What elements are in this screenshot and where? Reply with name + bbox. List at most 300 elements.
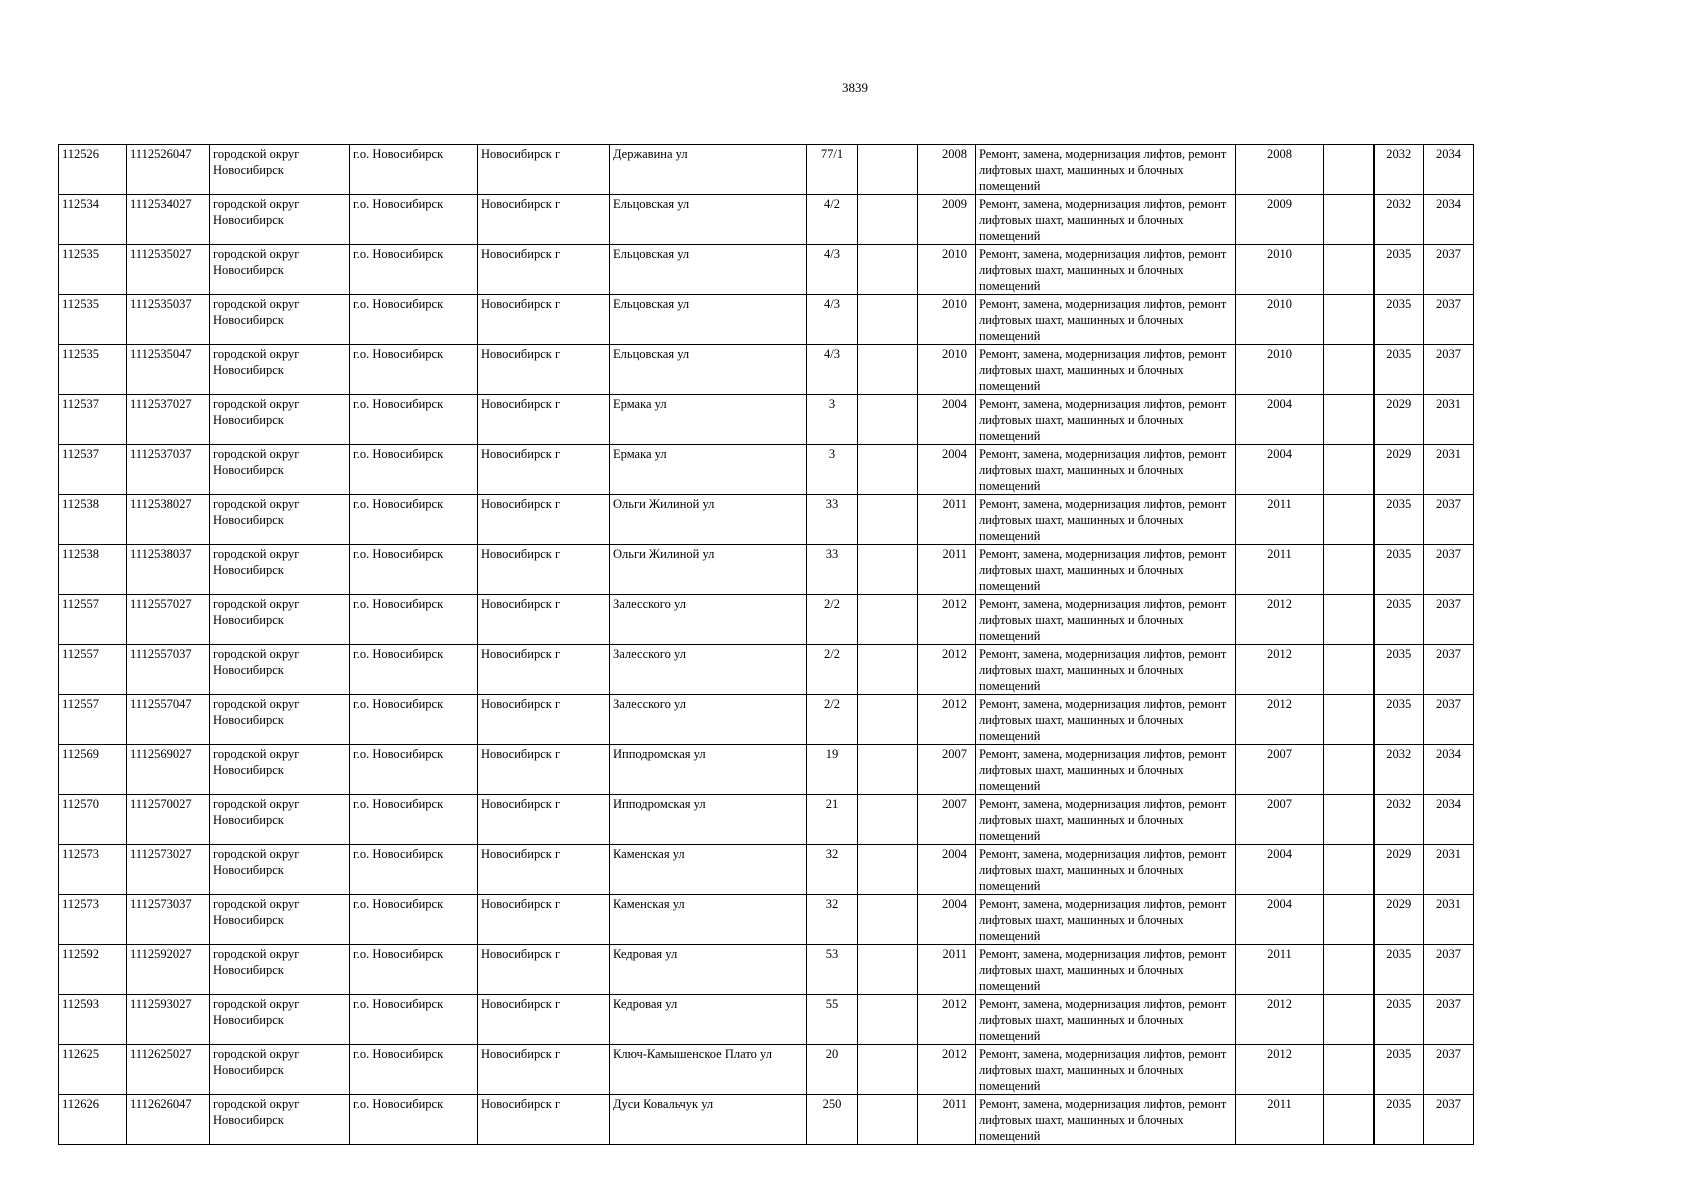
cell-id: 112557 xyxy=(59,595,127,645)
cell-work: Ремонт, замена, модернизация лифтов, ремонт лифтовых шахт, машинных и блочных помещений xyxy=(976,945,1236,995)
cell-code: 1112592027 xyxy=(127,945,210,995)
cell-work: Ремонт, замена, модернизация лифтов, ремонт лифтовых шахт, машинных и блочных помещений xyxy=(976,995,1236,1045)
cell-district: г.о. Новосибирск xyxy=(350,645,478,695)
cell-from: 2035 xyxy=(1374,295,1424,345)
cell-year2: 2004 xyxy=(1236,845,1324,895)
table-row xyxy=(59,195,1474,245)
cell-from: 2035 xyxy=(1374,995,1424,1045)
cell-blank xyxy=(1324,445,1374,495)
table-row xyxy=(59,1095,1474,1145)
cell-blank xyxy=(1324,345,1374,395)
page-number: 3839 xyxy=(842,80,868,95)
cell-work: Ремонт, замена, модернизация лифтов, ремонт лифтовых шахт, машинных и блочных помещений xyxy=(976,1095,1236,1145)
cell-city: Новосибирск г xyxy=(478,845,610,895)
cell-house: 33 xyxy=(807,495,858,545)
cell-to: 2034 xyxy=(1424,745,1474,795)
cell-street: Дуси Ковальчук ул xyxy=(610,1095,807,1145)
cell-house: 77/1 xyxy=(807,145,858,195)
cell-district: г.о. Новосибирск xyxy=(350,195,478,245)
cell-year: 2007 xyxy=(918,795,976,845)
cell-to: 2037 xyxy=(1424,695,1474,745)
cell-house: 21 xyxy=(807,795,858,845)
cell-code: 1112573027 xyxy=(127,845,210,895)
cell-city: Новосибирск г xyxy=(478,645,610,695)
cell-blank xyxy=(1324,145,1374,195)
cell-municipality: городской округ Новосибирск xyxy=(210,845,350,895)
cell-extra xyxy=(858,495,918,545)
cell-from: 2029 xyxy=(1374,445,1424,495)
cell-from: 2029 xyxy=(1374,395,1424,445)
cell-house: 4/3 xyxy=(807,345,858,395)
cell-street: Ипподромская ул xyxy=(610,795,807,845)
cell-blank xyxy=(1324,395,1374,445)
cell-street: Ельцовская ул xyxy=(610,245,807,295)
cell-to: 2037 xyxy=(1424,545,1474,595)
table-row xyxy=(59,595,1474,645)
cell-street: Ключ-Камышенское Плато ул xyxy=(610,1045,807,1095)
cell-id: 112625 xyxy=(59,1045,127,1095)
cell-street: Залесского ул xyxy=(610,645,807,695)
cell-code: 1112538027 xyxy=(127,495,210,545)
cell-year: 2011 xyxy=(918,545,976,595)
table-row xyxy=(59,645,1474,695)
cell-id: 112535 xyxy=(59,345,127,395)
cell-blank xyxy=(1324,795,1374,845)
cell-year: 2010 xyxy=(918,245,976,295)
cell-from: 2032 xyxy=(1374,145,1424,195)
cell-blank xyxy=(1324,645,1374,695)
cell-id: 112538 xyxy=(59,495,127,545)
cell-blank xyxy=(1324,595,1374,645)
cell-district: г.о. Новосибирск xyxy=(350,895,478,945)
cell-municipality: городской округ Новосибирск xyxy=(210,345,350,395)
cell-house: 250 xyxy=(807,1095,858,1145)
cell-city: Новосибирск г xyxy=(478,945,610,995)
cell-extra xyxy=(858,245,918,295)
cell-code: 1112537027 xyxy=(127,395,210,445)
cell-work: Ремонт, замена, модернизация лифтов, ремонт лифтовых шахт, машинных и блочных помещений xyxy=(976,745,1236,795)
cell-extra xyxy=(858,345,918,395)
cell-blank xyxy=(1324,845,1374,895)
cell-year: 2012 xyxy=(918,995,976,1045)
cell-to: 2037 xyxy=(1424,1095,1474,1145)
table-row xyxy=(59,345,1474,395)
cell-year: 2010 xyxy=(918,295,976,345)
cell-id: 112526 xyxy=(59,145,127,195)
cell-municipality: городской округ Новосибирск xyxy=(210,245,350,295)
cell-blank xyxy=(1324,695,1374,745)
cell-street: Ельцовская ул xyxy=(610,295,807,345)
cell-street: Кедровая ул xyxy=(610,995,807,1045)
cell-extra xyxy=(858,295,918,345)
cell-district: г.о. Новосибирск xyxy=(350,695,478,745)
cell-from: 2035 xyxy=(1374,495,1424,545)
cell-id: 112569 xyxy=(59,745,127,795)
cell-house: 3 xyxy=(807,445,858,495)
cell-blank xyxy=(1324,295,1374,345)
cell-work: Ремонт, замена, модернизация лифтов, ремонт лифтовых шахт, машинных и блочных помещений xyxy=(976,345,1236,395)
cell-to: 2037 xyxy=(1424,1045,1474,1095)
cell-code: 1112626047 xyxy=(127,1095,210,1145)
cell-work: Ремонт, замена, модернизация лифтов, ремонт лифтовых шахт, машинных и блочных помещений xyxy=(976,545,1236,595)
cell-code: 1112593027 xyxy=(127,995,210,1045)
cell-district: г.о. Новосибирск xyxy=(350,245,478,295)
cell-house: 55 xyxy=(807,995,858,1045)
cell-district: г.о. Новосибирск xyxy=(350,845,478,895)
cell-from: 2032 xyxy=(1374,745,1424,795)
cell-house: 2/2 xyxy=(807,645,858,695)
cell-city: Новосибирск г xyxy=(478,995,610,1045)
cell-street: Ельцовская ул xyxy=(610,195,807,245)
cell-code: 1112535027 xyxy=(127,245,210,295)
cell-district: г.о. Новосибирск xyxy=(350,395,478,445)
cell-city: Новосибирск г xyxy=(478,245,610,295)
cell-year2: 2012 xyxy=(1236,595,1324,645)
cell-to: 2037 xyxy=(1424,495,1474,545)
cell-year: 2012 xyxy=(918,1045,976,1095)
cell-year2: 2012 xyxy=(1236,995,1324,1045)
cell-from: 2035 xyxy=(1374,1095,1424,1145)
cell-from: 2029 xyxy=(1374,895,1424,945)
cell-year: 2009 xyxy=(918,195,976,245)
cell-street: Залесского ул xyxy=(610,695,807,745)
cell-year2: 2004 xyxy=(1236,895,1324,945)
table-row xyxy=(59,245,1474,295)
cell-work: Ремонт, замена, модернизация лифтов, ремонт лифтовых шахт, машинных и блочных помещений xyxy=(976,595,1236,645)
cell-blank xyxy=(1324,995,1374,1045)
cell-district: г.о. Новосибирск xyxy=(350,495,478,545)
cell-city: Новосибирск г xyxy=(478,145,610,195)
cell-year: 2012 xyxy=(918,645,976,695)
cell-extra xyxy=(858,645,918,695)
cell-year2: 2004 xyxy=(1236,445,1324,495)
cell-city: Новосибирск г xyxy=(478,495,610,545)
cell-year: 2004 xyxy=(918,445,976,495)
cell-district: г.о. Новосибирск xyxy=(350,545,478,595)
cell-year2: 2011 xyxy=(1236,1095,1324,1145)
cell-extra xyxy=(858,745,918,795)
cell-extra xyxy=(858,145,918,195)
cell-from: 2035 xyxy=(1374,695,1424,745)
cell-blank xyxy=(1324,945,1374,995)
cell-from: 2035 xyxy=(1374,945,1424,995)
cell-from: 2029 xyxy=(1374,845,1424,895)
cell-blank xyxy=(1324,895,1374,945)
cell-municipality: городской округ Новосибирск xyxy=(210,945,350,995)
cell-year2: 2012 xyxy=(1236,695,1324,745)
cell-to: 2037 xyxy=(1424,245,1474,295)
cell-code: 1112573037 xyxy=(127,895,210,945)
cell-from: 2035 xyxy=(1374,545,1424,595)
cell-extra xyxy=(858,545,918,595)
cell-to: 2034 xyxy=(1424,145,1474,195)
cell-year2: 2011 xyxy=(1236,545,1324,595)
table-row xyxy=(59,895,1474,945)
cell-code: 1112526047 xyxy=(127,145,210,195)
cell-work: Ремонт, замена, модернизация лифтов, ремонт лифтовых шахт, машинных и блочных помещений xyxy=(976,245,1236,295)
cell-municipality: городской округ Новосибирск xyxy=(210,1095,350,1145)
cell-district: г.о. Новосибирск xyxy=(350,745,478,795)
cell-extra xyxy=(858,595,918,645)
cell-city: Новосибирск г xyxy=(478,195,610,245)
cell-street: Каменская ул xyxy=(610,845,807,895)
cell-to: 2037 xyxy=(1424,345,1474,395)
cell-work: Ремонт, замена, модернизация лифтов, ремонт лифтовых шахт, машинных и блочных помещений xyxy=(976,845,1236,895)
cell-to: 2037 xyxy=(1424,295,1474,345)
table-row xyxy=(59,695,1474,745)
cell-district: г.о. Новосибирск xyxy=(350,295,478,345)
cell-house: 4/3 xyxy=(807,245,858,295)
cell-city: Новосибирск г xyxy=(478,745,610,795)
cell-work: Ремонт, замена, модернизация лифтов, ремонт лифтовых шахт, машинных и блочных помещений xyxy=(976,445,1236,495)
cell-extra xyxy=(858,795,918,845)
cell-street: Кедровая ул xyxy=(610,945,807,995)
cell-year2: 2012 xyxy=(1236,645,1324,695)
cell-city: Новосибирск г xyxy=(478,1045,610,1095)
cell-code: 1112569027 xyxy=(127,745,210,795)
cell-district: г.о. Новосибирск xyxy=(350,1045,478,1095)
table-row xyxy=(59,545,1474,595)
cell-city: Новосибирск г xyxy=(478,395,610,445)
cell-house: 2/2 xyxy=(807,595,858,645)
cell-id: 112592 xyxy=(59,945,127,995)
cell-district: г.о. Новосибирск xyxy=(350,145,478,195)
cell-work: Ремонт, замена, модернизация лифтов, ремонт лифтовых шахт, машинных и блочных помещений xyxy=(976,195,1236,245)
cell-city: Новосибирск г xyxy=(478,895,610,945)
cell-code: 1112534027 xyxy=(127,195,210,245)
cell-code: 1112557047 xyxy=(127,695,210,745)
cell-blank xyxy=(1324,245,1374,295)
cell-municipality: городской округ Новосибирск xyxy=(210,145,350,195)
cell-city: Новосибирск г xyxy=(478,595,610,645)
cell-house: 32 xyxy=(807,845,858,895)
cell-id: 112626 xyxy=(59,1095,127,1145)
table-row xyxy=(59,945,1474,995)
cell-house: 4/3 xyxy=(807,295,858,345)
cell-year: 2010 xyxy=(918,345,976,395)
cell-year: 2004 xyxy=(918,395,976,445)
cell-municipality: городской округ Новосибирск xyxy=(210,395,350,445)
cell-code: 1112537037 xyxy=(127,445,210,495)
cell-year: 2011 xyxy=(918,945,976,995)
table-body xyxy=(59,145,1474,1145)
cell-year2: 2011 xyxy=(1236,945,1324,995)
cell-to: 2037 xyxy=(1424,995,1474,1045)
lift-repair-table xyxy=(58,144,1474,1145)
cell-extra xyxy=(858,445,918,495)
cell-blank xyxy=(1324,545,1374,595)
cell-year2: 2004 xyxy=(1236,395,1324,445)
cell-municipality: городской округ Новосибирск xyxy=(210,1045,350,1095)
cell-extra xyxy=(858,895,918,945)
cell-municipality: городской округ Новосибирск xyxy=(210,695,350,745)
cell-from: 2035 xyxy=(1374,595,1424,645)
cell-work: Ремонт, замена, модернизация лифтов, ремонт лифтовых шахт, машинных и блочных помещений xyxy=(976,645,1236,695)
cell-city: Новосибирск г xyxy=(478,445,610,495)
table-row xyxy=(59,495,1474,545)
table-row xyxy=(59,745,1474,795)
cell-work: Ремонт, замена, модернизация лифтов, ремонт лифтовых шахт, машинных и блочных помещений xyxy=(976,795,1236,845)
cell-year2: 2007 xyxy=(1236,795,1324,845)
cell-year: 2007 xyxy=(918,745,976,795)
cell-year2: 2011 xyxy=(1236,495,1324,545)
cell-municipality: городской округ Новосибирск xyxy=(210,195,350,245)
cell-id: 112557 xyxy=(59,645,127,695)
cell-work: Ремонт, замена, модернизация лифтов, ремонт лифтовых шахт, машинных и блочных помещений xyxy=(976,295,1236,345)
cell-extra xyxy=(858,845,918,895)
cell-id: 112573 xyxy=(59,845,127,895)
cell-district: г.о. Новосибирск xyxy=(350,995,478,1045)
cell-house: 19 xyxy=(807,745,858,795)
cell-year2: 2010 xyxy=(1236,345,1324,395)
cell-extra xyxy=(858,695,918,745)
cell-municipality: городской округ Новосибирск xyxy=(210,995,350,1045)
cell-code: 1112625027 xyxy=(127,1045,210,1095)
cell-blank xyxy=(1324,495,1374,545)
cell-municipality: городской округ Новосибирск xyxy=(210,545,350,595)
cell-street: Ермака ул xyxy=(610,445,807,495)
cell-year2: 2012 xyxy=(1236,1045,1324,1095)
cell-to: 2037 xyxy=(1424,595,1474,645)
cell-municipality: городской округ Новосибирск xyxy=(210,445,350,495)
cell-city: Новосибирск г xyxy=(478,295,610,345)
cell-to: 2037 xyxy=(1424,945,1474,995)
cell-municipality: городской округ Новосибирск xyxy=(210,645,350,695)
cell-work: Ремонт, замена, модернизация лифтов, ремонт лифтовых шахт, машинных и блочных помещений xyxy=(976,895,1236,945)
cell-street: Ермака ул xyxy=(610,395,807,445)
cell-work: Ремонт, замена, модернизация лифтов, ремонт лифтовых шахт, машинных и блочных помещений xyxy=(976,1045,1236,1095)
cell-street: Ольги Жилиной ул xyxy=(610,545,807,595)
cell-municipality: городской округ Новосибирск xyxy=(210,895,350,945)
cell-to: 2031 xyxy=(1424,845,1474,895)
cell-house: 33 xyxy=(807,545,858,595)
cell-blank xyxy=(1324,195,1374,245)
cell-id: 112537 xyxy=(59,445,127,495)
cell-municipality: городской округ Новосибирск xyxy=(210,495,350,545)
table-row xyxy=(59,995,1474,1045)
table-row xyxy=(59,445,1474,495)
cell-street: Державина ул xyxy=(610,145,807,195)
cell-city: Новосибирск г xyxy=(478,345,610,395)
cell-code: 1112557027 xyxy=(127,595,210,645)
cell-year: 2004 xyxy=(918,845,976,895)
cell-street: Ельцовская ул xyxy=(610,345,807,395)
cell-extra xyxy=(858,195,918,245)
cell-district: г.о. Новосибирск xyxy=(350,795,478,845)
cell-year: 2012 xyxy=(918,595,976,645)
cell-blank xyxy=(1324,745,1374,795)
cell-from: 2035 xyxy=(1374,1045,1424,1095)
cell-to: 2034 xyxy=(1424,195,1474,245)
cell-district: г.о. Новосибирск xyxy=(350,595,478,645)
table-row xyxy=(59,295,1474,345)
cell-district: г.о. Новосибирск xyxy=(350,1095,478,1145)
cell-city: Новосибирск г xyxy=(478,1095,610,1145)
cell-extra xyxy=(858,1095,918,1145)
cell-municipality: городской округ Новосибирск xyxy=(210,745,350,795)
cell-work: Ремонт, замена, модернизация лифтов, ремонт лифтовых шахт, машинных и блочных помещений xyxy=(976,395,1236,445)
cell-code: 1112535047 xyxy=(127,345,210,395)
table-row xyxy=(59,1045,1474,1095)
table-row xyxy=(59,145,1474,195)
cell-to: 2031 xyxy=(1424,445,1474,495)
cell-to: 2037 xyxy=(1424,645,1474,695)
cell-id: 112573 xyxy=(59,895,127,945)
cell-district: г.о. Новосибирск xyxy=(350,345,478,395)
cell-id: 112570 xyxy=(59,795,127,845)
cell-work: Ремонт, замена, модернизация лифтов, ремонт лифтовых шахт, машинных и блочных помещений xyxy=(976,495,1236,545)
cell-street: Ольги Жилиной ул xyxy=(610,495,807,545)
cell-district: г.о. Новосибирск xyxy=(350,445,478,495)
cell-house: 53 xyxy=(807,945,858,995)
cell-house: 20 xyxy=(807,1045,858,1095)
cell-year: 2011 xyxy=(918,1095,976,1145)
cell-from: 2035 xyxy=(1374,645,1424,695)
cell-street: Ипподромская ул xyxy=(610,745,807,795)
cell-work: Ремонт, замена, модернизация лифтов, ремонт лифтовых шахт, машинных и блочных помещений xyxy=(976,695,1236,745)
cell-id: 112534 xyxy=(59,195,127,245)
cell-from: 2032 xyxy=(1374,195,1424,245)
cell-to: 2031 xyxy=(1424,395,1474,445)
cell-extra xyxy=(858,945,918,995)
cell-city: Новосибирск г xyxy=(478,795,610,845)
cell-year: 2011 xyxy=(918,495,976,545)
cell-extra xyxy=(858,1045,918,1095)
cell-house: 4/2 xyxy=(807,195,858,245)
cell-municipality: городской округ Новосибирск xyxy=(210,795,350,845)
cell-house: 3 xyxy=(807,395,858,445)
cell-id: 112535 xyxy=(59,245,127,295)
cell-from: 2035 xyxy=(1374,345,1424,395)
cell-from: 2035 xyxy=(1374,245,1424,295)
cell-id: 112593 xyxy=(59,995,127,1045)
cell-municipality: городской округ Новосибирск xyxy=(210,295,350,345)
cell-blank xyxy=(1324,1045,1374,1095)
cell-house: 2/2 xyxy=(807,695,858,745)
cell-street: Залесского ул xyxy=(610,595,807,645)
cell-to: 2034 xyxy=(1424,795,1474,845)
cell-city: Новосибирск г xyxy=(478,545,610,595)
cell-code: 1112557037 xyxy=(127,645,210,695)
cell-year: 2008 xyxy=(918,145,976,195)
cell-year2: 2007 xyxy=(1236,745,1324,795)
cell-id: 112538 xyxy=(59,545,127,595)
cell-to: 2031 xyxy=(1424,895,1474,945)
cell-id: 112535 xyxy=(59,295,127,345)
cell-code: 1112538037 xyxy=(127,545,210,595)
cell-municipality: городской округ Новосибирск xyxy=(210,595,350,645)
table-row xyxy=(59,795,1474,845)
cell-id: 112537 xyxy=(59,395,127,445)
cell-year2: 2010 xyxy=(1236,295,1324,345)
table-row xyxy=(59,845,1474,895)
cell-house: 32 xyxy=(807,895,858,945)
cell-code: 1112535037 xyxy=(127,295,210,345)
cell-year2: 2009 xyxy=(1236,195,1324,245)
cell-year2: 2008 xyxy=(1236,145,1324,195)
cell-street: Каменская ул xyxy=(610,895,807,945)
cell-district: г.о. Новосибирск xyxy=(350,945,478,995)
cell-year: 2012 xyxy=(918,695,976,745)
cell-extra xyxy=(858,995,918,1045)
cell-id: 112557 xyxy=(59,695,127,745)
cell-year2: 2010 xyxy=(1236,245,1324,295)
table-row xyxy=(59,395,1474,445)
cell-blank xyxy=(1324,1095,1374,1145)
cell-year: 2004 xyxy=(918,895,976,945)
cell-city: Новосибирск г xyxy=(478,695,610,745)
cell-work: Ремонт, замена, модернизация лифтов, ремонт лифтовых шахт, машинных и блочных помещений xyxy=(976,145,1236,195)
